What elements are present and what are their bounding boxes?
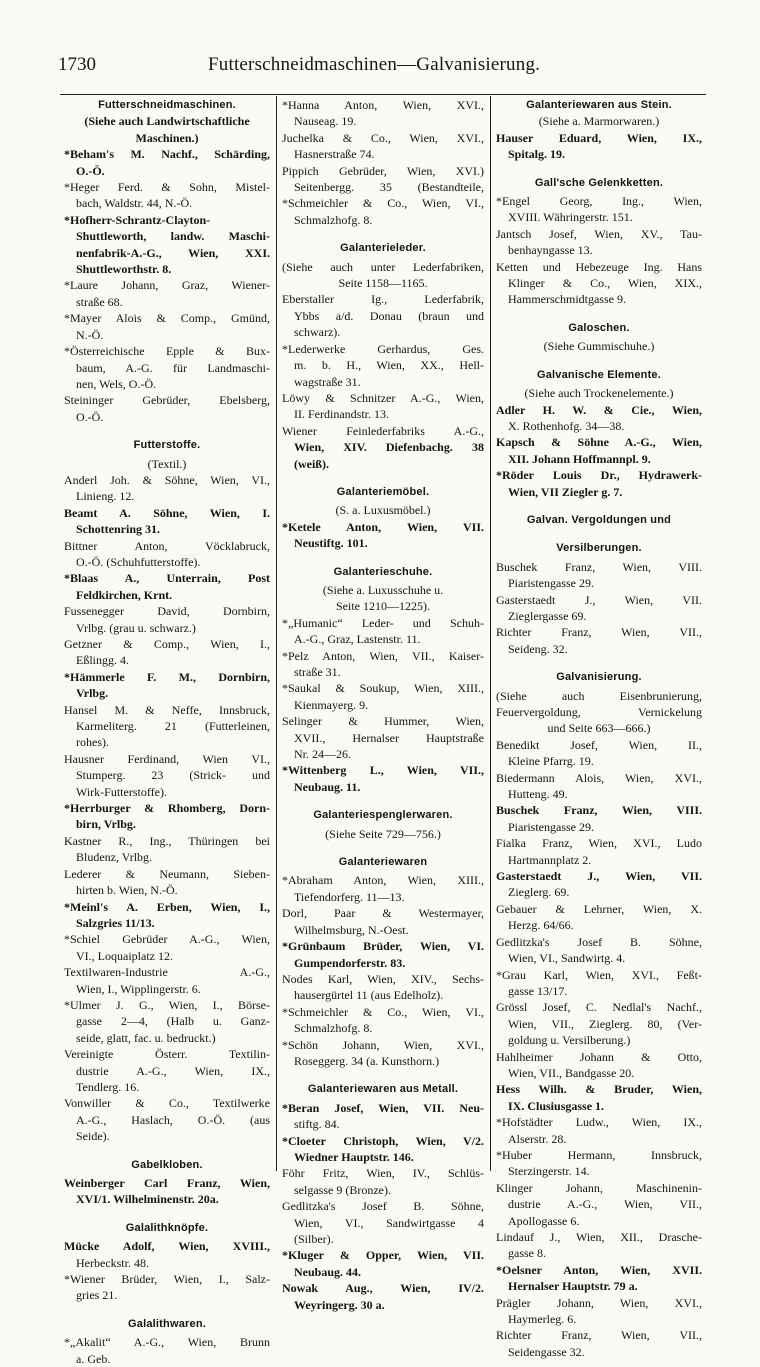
entry-line: Jantsch Josef, Wien, XV., Tau- <box>496 226 702 241</box>
header-rule <box>60 94 706 95</box>
entry-line: VI., Loquaiplatz 12. <box>76 948 173 963</box>
column-divider <box>276 96 277 1171</box>
entry-line: *Wiener Brüder, Wien, I., Salz- <box>64 1272 270 1287</box>
entry-line: *Abraham Anton, Wien, XIII., <box>282 873 484 888</box>
entry-line: Ketten und Hebezeuge Ing. Hans <box>496 259 702 274</box>
section-heading: Futterschneidmaschinen. <box>98 99 236 111</box>
entry-line: *Huber Hermann, Innsbruck, <box>496 1147 702 1162</box>
entry-line: Hauser Eduard, Wien, IX., <box>496 130 702 145</box>
entry-line: Seidengasse 32. <box>508 1344 585 1359</box>
entry-line: Wien, VII., Bandgasse 20. <box>508 1065 635 1080</box>
entry-line: gasse 13/17. <box>508 983 568 998</box>
entry-line: Grössl Josef, C. Nedlal's Nachf., <box>496 1000 702 1015</box>
entry-line: (Siehe Gummischuhe.) <box>543 339 655 354</box>
entry-line: *Schmeichler & Co., Wien, VI., <box>282 1004 484 1019</box>
entry-line: Feuervergoldung, Vernickelung <box>496 705 702 719</box>
entry-line: Seitenbergg. 35 (Bestandteile, <box>294 180 484 195</box>
entry-line: Dorl, Paar & Westermayer, <box>282 906 484 921</box>
entry-line: Benedikt Josef, Wien, II., <box>496 737 702 752</box>
entry-line: (Siehe auch unter Lederfabriken, <box>282 259 484 274</box>
entry-line: gasse 8. <box>508 1246 546 1261</box>
entry-line: Neustiftg. 101. <box>294 536 368 551</box>
entry-line: Schmalzhofg. 8. <box>294 212 373 227</box>
section-heading: Galoschen. <box>568 321 630 334</box>
section-heading: Galanterieschuhe. <box>333 565 433 578</box>
entry-line: Eßlingg. 4. <box>76 653 129 668</box>
page-header <box>58 54 698 80</box>
entry-line: *Schiel Gebrüder A.-G., Wien, <box>64 932 270 947</box>
entry-line: *Oelsner Anton, Wien, XVII. <box>496 1262 702 1277</box>
entry-line: selgasse 9 (Bronze). <box>294 1182 391 1197</box>
entry-line: Wien, VII., Zieglerg. 80, (Ver- <box>508 1016 702 1031</box>
entry-line: Wien, VI., Sandwirtg. 4. <box>508 951 626 966</box>
entry-line: Wirk-Futterstoffe). <box>76 784 167 799</box>
entry-line: *Laure Johann, Graz, Wiener- <box>64 278 270 293</box>
section-heading: Galanterieleder. <box>340 242 426 255</box>
entry-line: Seite 1158—1165. <box>338 276 428 291</box>
entry-line: dustrie A.-G., Wien, IX., <box>76 1063 270 1078</box>
entry-line: *„Akalit“ A.-G., Wien, Brunn <box>64 1335 270 1350</box>
entry-line: Herzg. 64/66. <box>508 918 574 933</box>
entry-line: *Röder Louis Dr., Hydrawerk- <box>496 468 702 483</box>
entry-line: Buschek Franz, Wien, VIII. <box>496 803 702 818</box>
entry-line: seide, glatt, fac. u. bedruckt.) <box>76 1030 216 1045</box>
entry-line: (weiß). <box>294 456 329 471</box>
entry-line: Lederer & Neumann, Sieben- <box>64 866 270 881</box>
entry-line: Weinberger Carl Franz, Wien, <box>64 1176 270 1190</box>
entry-line: (Siehe auch Landwirtschaftliche <box>84 114 250 129</box>
running-head: Futterschneidmaschinen—Galvanisierung. <box>208 54 541 75</box>
entry-line: Alserstr. 28. <box>508 1131 567 1146</box>
entry-line: Ybbs a/d. Donau (braun und <box>294 308 484 323</box>
entry-line: X. Rothenhofg. 34—38. <box>508 418 625 433</box>
entry-line: nen, Wels, O.-Ö. <box>76 376 157 391</box>
entry-line: *Beran Josef, Wien, VII. Neu- <box>282 1100 484 1115</box>
entry-line: Steininger Gebrüder, Ebelsberg, <box>64 393 270 408</box>
entry-line: Hutteng. 49. <box>508 787 568 802</box>
entry-line: Pippich Gebrüder, Wien, XVI.) <box>282 163 484 178</box>
entry-line: Bludenz, Vrlbg. <box>76 850 153 865</box>
entry-line: *Hofstädter Ludw., Wien, IX., <box>496 1115 702 1130</box>
entry-line: O.-Ö. <box>76 163 105 178</box>
entry-line: Shuttleworth, landw. Maschi- <box>76 229 270 244</box>
entry-line: *Hanna Anton, Wien, XVI., <box>282 98 484 112</box>
entry-line: Selinger & Hummer, Wien, <box>282 714 484 729</box>
entry-line: Gebauer & Lehrner, Wien, X. <box>496 901 702 916</box>
entry-line: dustrie A.-G., Wien, VII., <box>508 1197 702 1212</box>
entry-line: Nr. 24—26. <box>294 747 351 762</box>
entry-line: *Pelz Anton, Wien, VII., Kaiser- <box>282 648 484 663</box>
entry-line: *Herrburger & Rhomberg, Dorn- <box>64 801 270 816</box>
section-heading: Galanteriewaren <box>338 856 428 869</box>
entry-line: Nowak Aug., Wien, IV/2. <box>282 1281 484 1296</box>
entry-line: Neubaug. 11. <box>294 779 361 794</box>
entry-line: Klinger Johann, Maschinenin- <box>496 1180 702 1195</box>
entry-line: *Schmeichler & Co., Wien, VI., <box>282 196 484 211</box>
entry-line: stiftg. 84. <box>294 1117 340 1132</box>
entry-line: Shuttleworthstr. 8. <box>76 262 172 277</box>
entry-line: Kleine Pfarrg. 19. <box>508 754 594 769</box>
entry-line: *Österreichische Epple & Bux- <box>64 344 270 359</box>
entry-line: *Lederwerke Gerhardus, Ges. <box>282 341 484 356</box>
entry-line: *Grünbaum Brüder, Wien, VI. <box>282 939 484 954</box>
entry-line: Tiefendorferg. 11—13. <box>294 889 405 904</box>
entry-line: Richter Franz, Wien, VII., <box>496 1328 702 1343</box>
entry-line: Gedlitzka's Josef B. Söhne, <box>282 1199 484 1214</box>
entry-line: *Wittenberg L., Wien, VII., <box>282 763 484 778</box>
entry-line: IX. Clusiusgasse 1. <box>508 1098 605 1113</box>
entry-line: Tendlerg. 16. <box>76 1079 140 1094</box>
section-heading: Galalithwaren. <box>128 1317 206 1330</box>
entry-line: Hahlheimer Johann & Otto, <box>496 1049 702 1064</box>
entry-line: Fussenegger David, Dornbirn, <box>64 604 270 619</box>
entry-line: Richter Franz, Wien, VII., <box>496 625 702 640</box>
entry-line: hausergürtel 11 (aus Edelholz). <box>294 988 444 1003</box>
entry-line: Hess Wilh. & Bruder, Wien, <box>496 1082 702 1097</box>
section-heading: Futterstoffe. <box>133 439 201 452</box>
entry-line: (Siehe a. Marmorwaren.) <box>538 114 660 129</box>
section-heading: Galalithknöpfe. <box>125 1221 209 1234</box>
section-heading: Versilberungen. <box>556 542 642 555</box>
entry-line: Zieglerg. 69. <box>508 885 570 900</box>
entry-line: *Hofherr-Schrantz-Clayton- <box>64 212 211 227</box>
column-left <box>64 97 270 1367</box>
column-middle <box>282 97 484 1313</box>
entry-line: Seideng. 32. <box>508 641 568 656</box>
entry-line: Kapsch & Söhne A.-G., Wien, <box>496 435 702 450</box>
entry-line: Bittner Anton, Vöcklabruck, <box>64 538 270 553</box>
section-heading: Galanteriewaren aus Stein. <box>526 99 672 111</box>
entry-line: Apollogasse 6. <box>508 1213 580 1228</box>
column-divider <box>490 96 491 1171</box>
entry-line: Kienmayerg. 9. <box>294 697 369 712</box>
entry-line: baum, A.-G. für Landmaschi- <box>76 360 270 375</box>
entry-line: Gedlitzka's Josef B. Söhne, <box>496 934 702 949</box>
entry-line: Wien, XIV. Diefenbachg. 38 <box>294 440 484 455</box>
entry-line: Spitalg. 19. <box>508 147 566 162</box>
entry-line: hirten b. Wien, N.-Ö. <box>76 883 178 898</box>
column-right <box>496 97 702 1360</box>
entry-line: *Meinl's A. Erben, Wien, I., <box>64 899 270 914</box>
entry-line: *Saukal & Soukup, Wien, XIII., <box>282 681 484 696</box>
section-heading: Galanteriewaren aus Metall. <box>307 1083 459 1096</box>
page-number: 1730 <box>58 54 96 75</box>
section-heading: Galvanisierung. <box>556 671 642 684</box>
entry-line: Seite 1210—1225). <box>336 599 430 614</box>
entry-line: Salzgries 11/13. <box>76 915 155 930</box>
entry-line: *Grau Karl, Wien, XVI., Feßt- <box>496 967 702 982</box>
entry-line: Gasterstaedt J., Wien, VII. <box>496 592 702 607</box>
entry-line: goldung u. Versilberung.) <box>508 1033 631 1048</box>
entry-line: Mücke Adolf, Wien, XVIII., <box>64 1239 270 1254</box>
entry-line: *Kluger & Opper, Wien, VII. <box>282 1248 484 1263</box>
entry-line: Wiener Feinlederfabriks A.-G., <box>282 423 484 438</box>
entry-line: Klinger & Co., Wien, XIX., <box>508 276 702 291</box>
entry-line: Piaristengasse 29. <box>508 819 594 834</box>
section-heading: Galvanische Elemente. <box>536 368 662 381</box>
entry-line: birn, Vrlbg. <box>76 817 136 832</box>
entry-line: a. Geb. <box>76 1351 111 1366</box>
entry-line: straße 31. <box>294 665 341 679</box>
entry-line: (Textil.) <box>147 456 187 471</box>
entry-line: Wien, VII Ziegler g. 7. <box>508 484 623 499</box>
entry-line: Maschinen.) <box>135 130 199 145</box>
entry-line: Kastner R., Ing., Thüringen bei <box>64 833 270 848</box>
entry-line: O.-Ö. (Schuhfutterstoffe). <box>76 554 201 569</box>
entry-line: Weyringerg. 30 a. <box>294 1297 385 1312</box>
entry-line: benhayngasse 13. <box>508 243 593 258</box>
entry-line: *Ulmer J. G., Wien, I., Börse- <box>64 997 270 1012</box>
entry-line: Schmalzhofg. 8. <box>294 1021 373 1036</box>
entry-line: m. b. H., Wien, XX., Hell- <box>294 358 484 373</box>
entry-line: Feldkirchen, Krnt. <box>76 587 173 602</box>
entry-line: Vonwiller & Co., Textilwerke <box>64 1096 270 1111</box>
entry-line: II. Ferdinandstr. 13. <box>294 407 389 422</box>
entry-line: *Heger Ferd. & Sohn, Mistel- <box>64 180 270 195</box>
entry-line: gries 21. <box>76 1288 118 1303</box>
entry-line: Vrlbg. <box>76 686 109 701</box>
entry-line: Vereinigte Österr. Textilin- <box>64 1047 270 1062</box>
entry-line: (Siehe a. Luxusschuhe u. <box>322 582 444 597</box>
entry-line: Karmeliterg. 21 (Futterleinen, <box>76 719 270 734</box>
entry-line: Beamt A. Söhne, Wien, I. <box>64 505 270 520</box>
entry-line: Hansel M. & Neffe, Innsbruck, <box>64 702 270 717</box>
entry-line: und Seite 663—666.) <box>547 721 651 736</box>
entry-line: XVII., Hernalser Hauptstraße <box>294 730 484 745</box>
entry-line: bach, Waldstr. 44, N.-Ö. <box>76 196 193 211</box>
entry-line: Stumperg. 23 (Strick- und <box>76 768 270 783</box>
entry-line: Wiedner Hauptstr. 146. <box>294 1149 414 1164</box>
entry-line: *Blaas A., Unterrain, Post <box>64 571 270 586</box>
section-heading: Galanteriespenglerwaren. <box>313 809 453 822</box>
entry-line: Haymerleg. 6. <box>508 1312 577 1327</box>
entry-line: wagstraße 31. <box>294 374 361 389</box>
entry-line: XVIII. Währingerstr. 151. <box>508 210 633 225</box>
entry-line: Schottenring 31. <box>76 522 160 537</box>
entry-line: O.-Ö. <box>76 409 104 424</box>
entry-line: Hausner Ferdinand, Wien VI., <box>64 751 270 766</box>
section-heading: Galanteriemöbel. <box>336 485 430 498</box>
entry-line: (Silber). <box>294 1232 334 1246</box>
entry-line: Löwy & Schnitzer A.-G., Wien, <box>282 390 484 405</box>
entry-line: Nauseag. 19. <box>294 114 357 129</box>
entry-line: Piaristengasse 29. <box>508 576 594 591</box>
entry-line: Seide). <box>76 1129 110 1144</box>
entry-line: Adler H. W. & Cie., Wien, <box>496 402 702 417</box>
entry-line: Nodes Karl, Wien, XIV., Sechs- <box>282 971 484 986</box>
entry-line: (Siehe auch Eisenbrunierung, <box>496 688 702 703</box>
entry-line: schwarz). <box>294 325 341 340</box>
entry-line: Getzner & Comp., Wien, I., <box>64 637 270 651</box>
entry-line: N.-Ö. <box>76 327 104 342</box>
entry-line: Eberstaller Ig., Lederfabrik, <box>282 292 484 307</box>
entry-line: Textilwaren-Industrie A.-G., <box>64 965 270 980</box>
entry-line: Herbeckstr. 48. <box>76 1255 149 1270</box>
entry-line: (Siehe Seite 729—756.) <box>325 826 441 841</box>
entry-line: Buschek Franz, Wien, VIII. <box>496 559 702 574</box>
entry-line: *Ketele Anton, Wien, VII. <box>282 519 484 534</box>
entry-line: Hernalser Hauptstr. 79 a. <box>508 1279 638 1294</box>
entry-line: Zieglergasse 69. <box>508 608 587 623</box>
entry-line: Gasterstaedt J., Wien, VII. <box>496 869 702 884</box>
entry-line: *Engel Georg, Ing., Wien, <box>496 194 702 209</box>
entry-line: *Hämmerle F. M., Dornbirn, <box>64 669 270 684</box>
entry-line: Gumpendorferstr. 83. <box>294 955 406 970</box>
entry-line: XII. Johann Hoffmannpl. 9. <box>508 451 651 466</box>
entry-line: A.-G., Graz, Lastenstr. 11. <box>294 632 421 647</box>
entry-line: Lindauf J., Wien, XII., Drasche- <box>496 1230 702 1244</box>
entry-line: Hartmannplatz 2. <box>508 852 592 867</box>
entry-line: Wilhelmsburg, N.-Oest. <box>294 922 409 937</box>
entry-line: Hammerschmidtgasse 9. <box>508 292 626 307</box>
entry-line: *Beham's M. Nachf., Schärding, <box>64 147 270 162</box>
entry-line: Neubaug. 44. <box>294 1264 362 1279</box>
entry-line: Vrlbg. (grau u. schwarz.) <box>76 620 196 635</box>
entry-line: gasse 2—4, (Halb u. Ganz- <box>76 1014 270 1029</box>
entry-line: Hasnerstraße 74. <box>294 147 375 162</box>
entry-line: Biedermann Alois, Wien, XVI., <box>496 770 702 785</box>
entry-line: Juchelka & Co., Wien, XVI., <box>282 130 484 145</box>
section-heading: Galvan. Vergoldungen und <box>526 513 672 526</box>
entry-line: *Mayer Alois & Comp., Gmünd, <box>64 311 270 326</box>
entry-line: Fialka Franz, Wien, XVI., Ludo <box>496 836 702 851</box>
entry-line: XVI/1. Wilhelminenstr. 20a. <box>76 1192 219 1207</box>
entry-line: *Cloeter Christoph, Wien, V/2. <box>282 1133 484 1148</box>
entry-line: Wien, I., Wipplingerstr. 6. <box>76 981 201 996</box>
entry-line: Roseggerg. 34 (a. Kunsthorn.) <box>294 1053 440 1068</box>
entry-line: *Schön Johann, Wien, XVI., <box>282 1037 484 1052</box>
entry-line: rohes). <box>76 735 109 750</box>
entry-line: A.-G., Haslach, O.-Ö. (aus <box>76 1112 270 1127</box>
entry-line: Föhr Fritz, Wien, IV., Schlüs- <box>282 1166 484 1181</box>
entry-line: nenfabrik-A.-G., Wien, XXI. <box>76 245 270 260</box>
entry-line: Linieng. 12. <box>76 489 135 504</box>
entry-line: (S. a. Luxusmöbel.) <box>335 503 431 518</box>
section-heading: Gabelkloben. <box>131 1158 203 1171</box>
entry-line: straße 68. <box>76 294 123 309</box>
section-heading: Gall'sche Gelenkketten. <box>534 176 664 189</box>
entry-line: Anderl Joh. & Söhne, Wien, VI., <box>64 472 270 487</box>
entry-line: Sterzingerstr. 14. <box>508 1164 590 1179</box>
entry-line: *„Humanic“ Leder- und Schuh- <box>282 615 484 630</box>
entry-line: (Siehe auch Trockenelemente.) <box>524 386 674 401</box>
entry-line: Wien, VI., Sandwirtgasse 4 <box>294 1215 484 1230</box>
entry-line: Prägler Johann, Wien, XVI., <box>496 1295 702 1310</box>
